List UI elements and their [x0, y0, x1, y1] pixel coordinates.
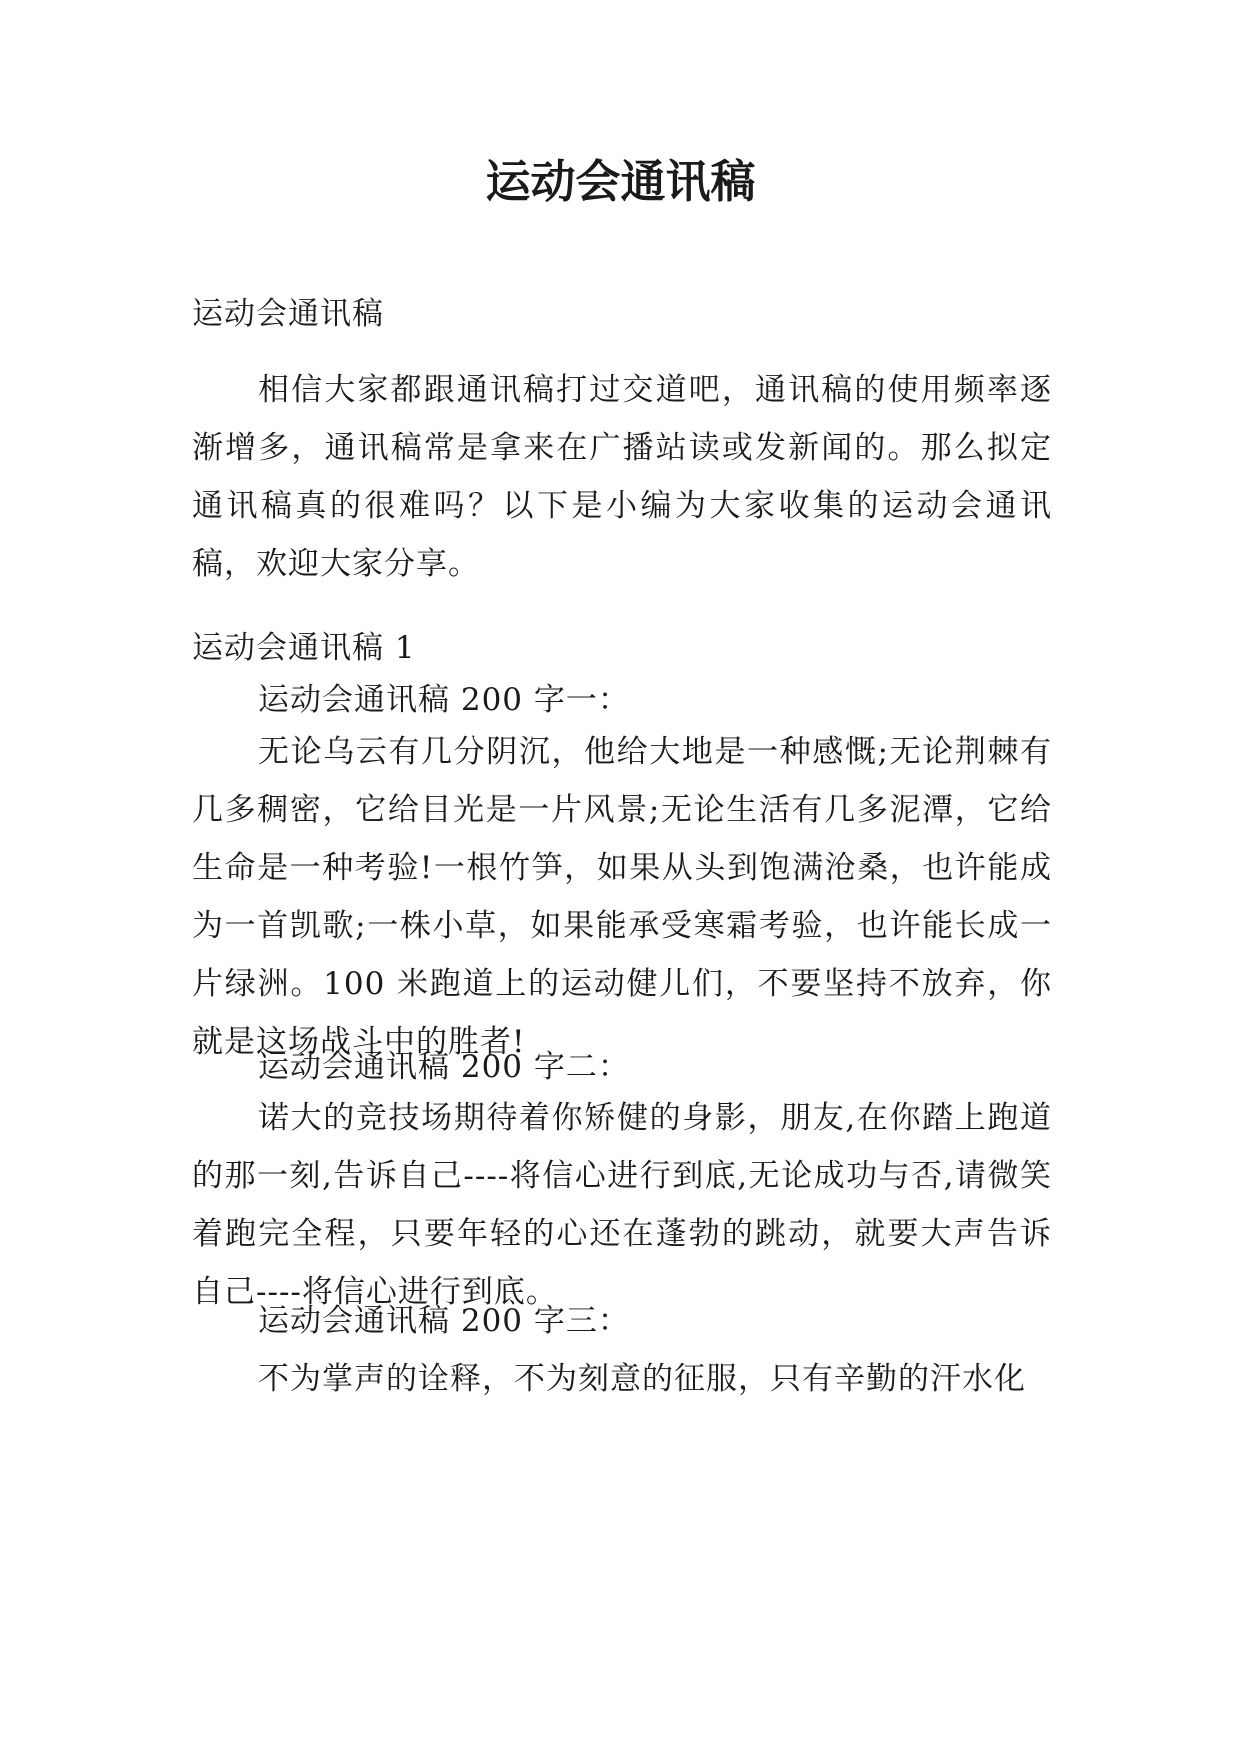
- part3-heading: 运动会通讯稿 200 字三：: [258, 1303, 630, 1339]
- part1-heading: 运动会通讯稿 200 字一：: [258, 682, 630, 718]
- document-subtitle: 运动会通讯稿: [192, 296, 384, 332]
- part2-paragraph: 诺大的竞技场期待着你矫健的身影，朋友,在你踏上跑道的那一刻,告诉自己----将信心进行到底,无论成功与否,请微笑着跑完全程，只要年轻的心还在蓬勃的跳动，就要大声告诉自己----将信心进行到底。: [192, 1100, 1052, 1310]
- part3-paragraph: 不为掌声的诠释，不为刻意的征服，只有辛勤的汗水化: [258, 1361, 1026, 1397]
- part2-heading: 运动会通讯稿 200 字二：: [258, 1049, 630, 1085]
- document-title: 运动会通讯稿: [485, 155, 756, 208]
- section-heading: 运动会通讯稿 1: [192, 630, 416, 666]
- intro-paragraph: 相信大家都跟通讯稿打过交道吧，通讯稿的使用频率逐渐增多，通讯稿常是拿来在广播站读或发新闻的。那么拟定通讯稿真的很难吗？以下是小编为大家收集的运动会通讯稿，欢迎大家分享。: [192, 372, 1052, 582]
- part1-paragraph: 无论乌云有几分阴沉，他给大地是一种感慨;无论荆棘有几多稠密，它给目光是一片风景;无论生活有几多泥潭，它给生命是一种考验!一根竹笋，如果从头到饱满沧桑，也许能成为一首凯歌;一株小草，如果能承受寒霜考验，也许能长成一片绿洲。100 米跑道上的运动健儿们，不要坚持不放弃，你就是这场战斗中的胜者!: [192, 734, 1052, 1060]
